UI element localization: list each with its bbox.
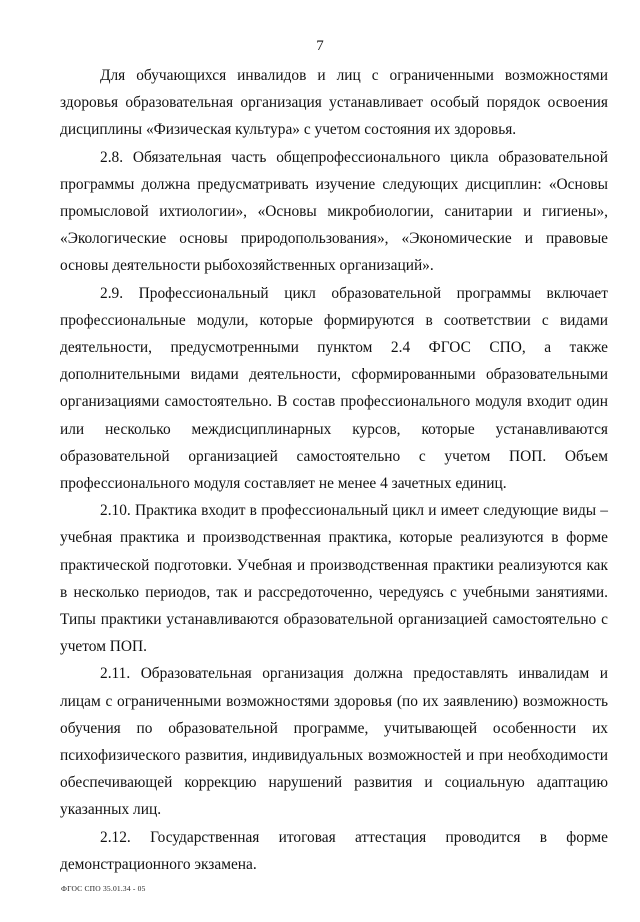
document-body — [60, 62, 608, 878]
footer-doc-code: ФГОС СПО 35.01.34 - 05 — [61, 884, 146, 893]
paragraph-2-9: 2.9. Профессиональный цикл образовательной программы включает профессиональные модули, которые формируются в соответствии с видами деятельности, предусмотренными пунктом 2.4 ФГОС СПО, а также дополнительными видами деятельности, сформированными образовательными организациями самостоятельно. В состав профессионального модуля входит один или несколько междисциплинарных курсов, которые устанавливаются образовательной организацией самостоятельно с учетом ПОП. Объем профессионального модуля составляет не менее 4 зачетных единиц. — [60, 284, 608, 493]
paragraph-physical-education: Для обучающихся инвалидов и лиц с ограниченными возможностями здоровья образовательная организация устанавливает особый порядок освоения дисциплины «Физическая культура» с учетом состояния их здоровья. — [60, 67, 608, 139]
paragraph-2-8: 2.8. Обязательная часть общепрофессионального цикла образовательной программы должна предусматривать изучение следующих дисциплин: «Основы промысловой ихтиологии», «Основы микробиологии, санитарии и гигиены», «Экологические основы природопользования», «Экономические и правовые основы деятельности рыбохозяйственных организаций». — [60, 148, 608, 275]
paragraph-2-11: 2.11. Образовательная организация должна предоставлять инвалидам и лицам с ограниченными возможностями здоровья (по их заявлению) возможность обучения по образовательной программе, учитывающей особенности их психофизического развития, индивидуальных возможностей и при необходимости обеспечивающей коррекцию нарушений развития и социальную адаптацию указанных лиц. — [60, 665, 608, 819]
page-number: 7 — [316, 38, 324, 54]
paragraph-2-10: 2.10. Практика входит в профессиональный цикл и имеет следующие виды – учебная практика и производственная практика, которые реализуются в форме практической подготовки. Учебная и производственная практики реализуются как в несколько периодов, так и рассредоточенно, чередуясь с учебными занятиями. Типы практики устанавливаются образовательной организацией самостоятельно с учетом ПОП. — [60, 502, 608, 656]
paragraph-2-12: 2.12. Государственная итоговая аттестация проводится в форме демонстрационного экзамена. — [60, 828, 608, 873]
